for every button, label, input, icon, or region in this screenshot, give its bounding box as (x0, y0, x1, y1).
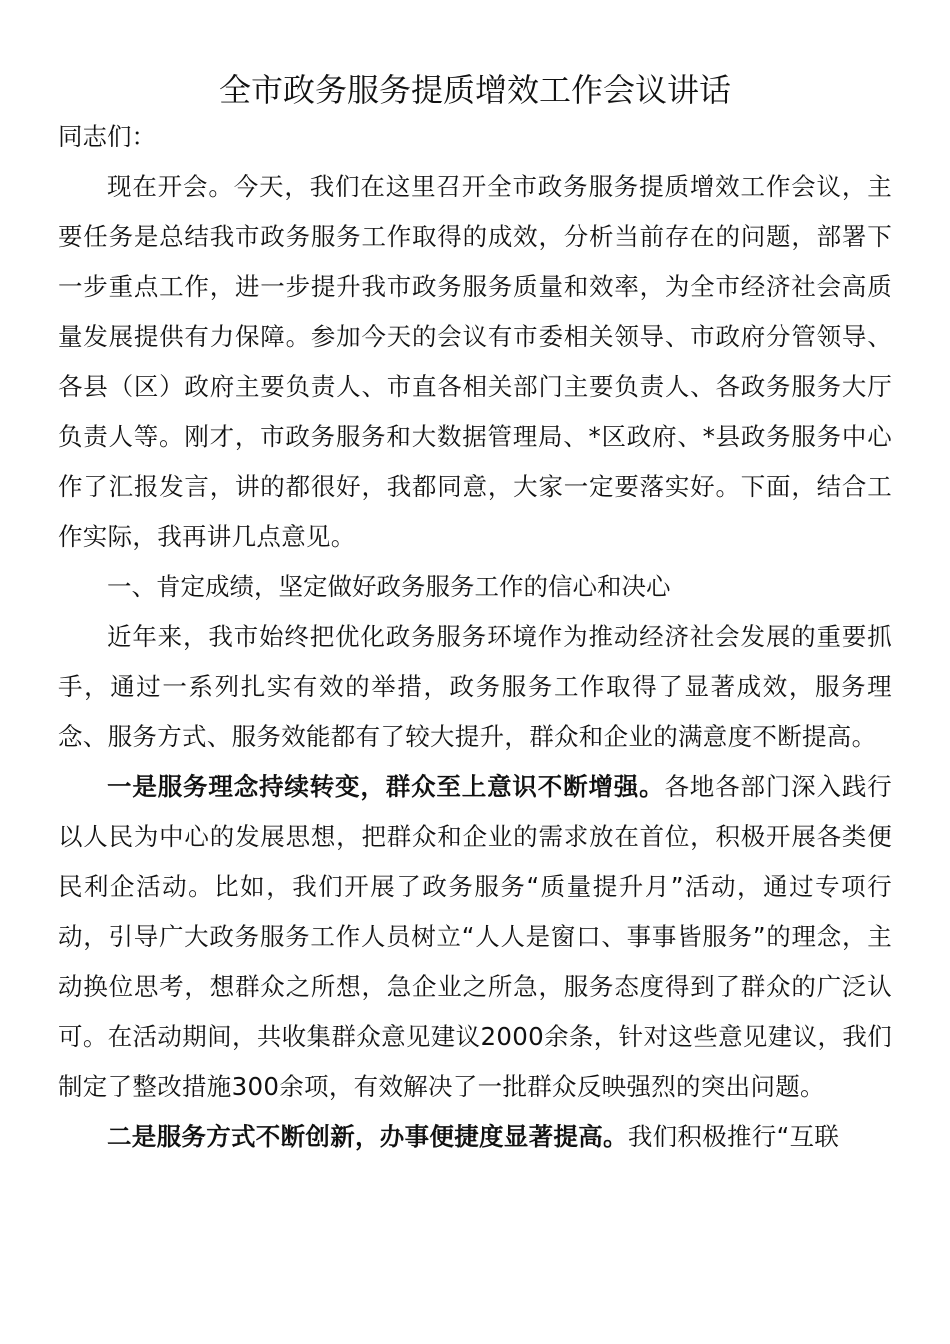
intro-paragraph: 现在开会。今天，我们在这里召开全市政务服务提质增效工作会议，主要任务是总结我市政务服务工作取得的成效，分析当前存在的问题，部署下一步重点工作，进一步提升我市政务服务质量和效率，为全市经济社会高质量发展提供有力保障。参加今天的会议有市委相关领导、市政府分管领导、各县（区）政府主要负责人、市直各相关部门主要负责人、各政务服务大厅负责人等。刚才，市政务服务和大数据管理局、*区政府、*县政务服务中心作了汇报发言，讲的都很好，我都同意，大家一定要落实好。下面，结合工作实际，我再讲几点意见。 (58, 172, 892, 551)
point-2-lead: 二是服务方式不断创新，办事便捷度显著提高。 (107, 1122, 628, 1151)
document-title: 全市政务服务提质增效工作会议讲话 (218, 71, 731, 109)
point-2-paragraph (58, 1112, 892, 1162)
section-1-heading: 一、肯定成绩，坚定做好政务服务工作的信心和决心 (107, 572, 671, 601)
point-2-body: 我们积极推行“互联 (627, 1122, 840, 1151)
document-page (58, 66, 892, 1162)
salutation: 同志们： (58, 122, 156, 151)
point-1-paragraph (58, 762, 892, 1112)
point-1-lead: 一是服务理念持续转变，群众至上意识不断增强。 (107, 772, 665, 801)
section-1-paragraph: 近年来，我市始终把优化政务服务环境作为推动经济社会发展的重要抓手，通过一系列扎实有效的举措，政务服务工作取得了显著成效，服务理念、服务方式、服务效能都有了较大提升，群众和企业的满意度不断提高。 (58, 622, 892, 751)
point-1-body: 各地各部门深入践行以人民为中心的发展思想，把群众和企业的需求放在首位，积极开展各类便民利企活动。比如，我们开展了政务服务“质量提升月”活动，通过专项行动，引导广大政务服务工作人员树立“人人是窗口、事事皆服务”的理念，主动换位思考，想群众之所想，急企业之所急，服务态度得到了群众的广泛认可。在活动期间，共收集群众意见建议2000余条，针对这些意见建议，我们制定了整改措施300余项，有效解决了一批群众反映强烈的突出问题。 (58, 772, 892, 1101)
